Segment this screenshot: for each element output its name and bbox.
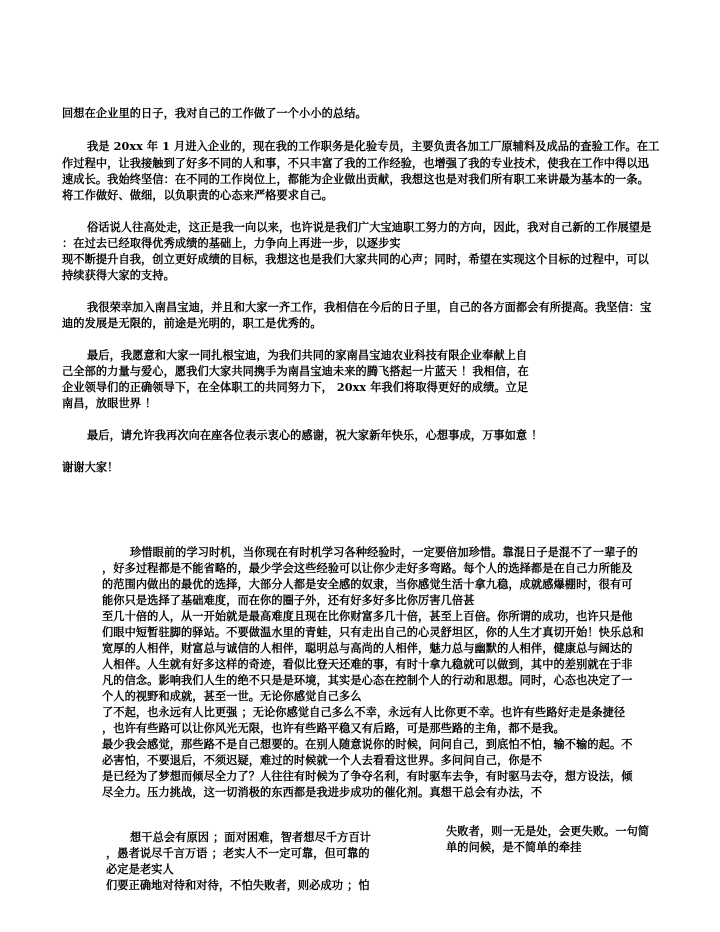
- paragraph-4-line-3: 企业领导们的正确领导下，在全体职工的共同努力下， 20xx 年我们将取得更好的成绩。立足: [62, 380, 529, 394]
- paragraph-3-line-1: 我很荣幸加入南昌宝迪，并且和大家一齐工作，我相信在今后的日子里，自己的各方面都会有所提高。我坚信：宝: [87, 300, 652, 314]
- section-3-right-line-2: 单的问候，是不简单的牵挂: [446, 840, 582, 854]
- section-2-line-4: 能你只是选择了基础难度，而在你的圈子外，还有好多好多比你厉害几倍甚: [102, 593, 475, 607]
- paragraph-1-line-3: 速成长。我始终坚信：在不同的工作岗位上，都能为企业做出贡献，我想这也是对我们所有职工来讲最为基本的一条。: [62, 172, 649, 186]
- section-2-line-11: 了不起，也永远有人比更强 ；无论你感觉自己多么不幸，永远有人比你更不幸。也许有些路好走是条捷径: [102, 705, 626, 719]
- section-3-left-line-2: ，愚者说尽千言万语 ；老实人不一定可靠，但可靠的: [106, 846, 370, 860]
- section-3-left-line-4: 们要正确地对待和对待，不怕失败者，则必成功 ；怕: [106, 878, 370, 892]
- section-2-line-14: 必害怕，不要退后，不须迟疑，难过的时候就一个人去看看这世界。多问问自己，你是不: [102, 753, 543, 767]
- section-2-line-15: 是已经为了梦想而倾尽全力了？人往往有时候为了争夺名利，有时驱车去争，有时驱马去夺，想方设法，倾: [102, 769, 633, 783]
- paragraph-3-line-2: 迪的发展是无限的，前途是光明的，职工是优秀的。: [62, 316, 322, 330]
- paragraph-2-line-2: ：在过去已经取得优秀成绩的基础上，力争向上再进一步，以逐步实: [62, 236, 401, 250]
- section-2-line-10: 个人的视野和成就，甚至一世。无论你感觉自己多么: [102, 689, 362, 703]
- section-2-line-6: 们眼中短暂驻脚的驿站。不要做温水里的青蛙，只有走出自己的心灵舒坦区，你的人生才真切开始！快乐总和: [102, 625, 644, 639]
- paragraph-4-line-1: 最后，我愿意和大家一同扎根宝迪，为我们共同的家南昌宝迪农业科技有限企业奉献上自: [87, 348, 528, 362]
- paragraph-4-line-4: 南昌，放眼世界 ！: [62, 396, 157, 410]
- paragraph-2-line-1: 俗话说人往高处走，这正是我一向以来，也许说是我们广大宝迪职工努力的方向，因此，我对自己新的工作展望是: [87, 220, 652, 234]
- section-2-line-2: ，好多过程都是不能省略的，最少学会这些经验可以让你少走好多弯路。每个人的选择都是在自己力所能及: [102, 561, 633, 575]
- section-2-line-1: 珍惜眼前的学习时机，当你现在有时机学习各种经验时，一定要倍加珍惜。靠混日子是混不了一辈子的: [130, 545, 638, 559]
- section-2-line-5: 至几十倍的人，从一开始就是最高难度且现在比你财富多几十倍，甚至上百倍。你所谓的成功，也许只是他: [102, 609, 633, 623]
- section-2-line-13: 最少我会感觉，那些路不是自己想要的。在别人随意说你的时候，问问自己，到底怕不怕，输不输的起。不: [102, 737, 633, 751]
- paragraph-1-line-4: 将工作做好、做细，以负职责的心态来严格要求自己。: [62, 188, 333, 202]
- paragraph-2-line-4: 持续获得大家的支持。: [62, 268, 175, 282]
- paragraph-2-line-3: 现不断提升自我，创立更好成绩的目标，我想这也是我们大家共同的心声；同时，希望在实现这个目标的过程中，可以: [62, 252, 649, 266]
- section-2-line-16: 尽全力。压力挑战，这一切消极的东西都是我进步成功的催化剂。真想干总会有办法，不: [102, 785, 543, 799]
- paragraph-4-line-2: 己全部的力量与爱心，愿我们大家共同携手为南昌宝迪未来的腾飞搭起一片蓝天 ！我相信，在: [62, 364, 529, 378]
- section-2-line-3: 的范围内做出的最优的选择，大部分人都是安全感的奴隶，当你感觉生活十拿九稳，成就感爆棚时，很有可: [102, 577, 633, 591]
- section-2-line-12: ，也许有些路可以让你风光无限，也许有些路平稳又有后路，可是那些路的主角，都不是我。: [102, 721, 565, 735]
- section-2-line-7: 宽厚的人相伴，财富总与诚信的人相伴，聪明总与高尚的人相伴，魅力总与幽默的人相伴，健康总与阔达的: [102, 641, 633, 655]
- section-3-right-line-1: 失败者，则一无是处，会更失败。一句简: [446, 824, 650, 838]
- paragraph-1-line-1: 我是 20xx 年 1 月进入企业的，现在我的工作职务是化验专员，主要负责各加工厂原辅料及成品的查验工作。在工: [87, 139, 660, 153]
- section-2-line-8: 人相伴。人生就有好多这样的奇迹，看似比登天还难的事，有时十拿九稳就可以做到，其中的差别就在于非: [102, 657, 633, 671]
- section-3-left-line-1: 想干总会有原因 ；面对困难，智者想尽千方百计: [130, 830, 372, 844]
- thanks-line: 谢谢大家！: [62, 460, 119, 474]
- section-2-line-9: 凡的信念。影响我们人生的绝不只是是环境，其实是心态在控制个人的行动和思想。同时，心态也决定了一: [102, 673, 633, 687]
- section-3-left-line-3: 必定是老实人: [106, 862, 174, 876]
- paragraph-1-line-2: 作过程中，让我接触到了好多不同的人和事，不只丰富了我的工作经验，也增强了我的专业技术，使我在工作中得以迅: [62, 156, 649, 170]
- intro-line: 回想在企业里的日子，我对自己的工作做了一个小小的总结。: [62, 106, 367, 120]
- paragraph-5: 最后，请允许我再次向在座各位表示衷心的感谢，祝大家新年快乐，心想事成，万事如意 ！: [87, 428, 543, 442]
